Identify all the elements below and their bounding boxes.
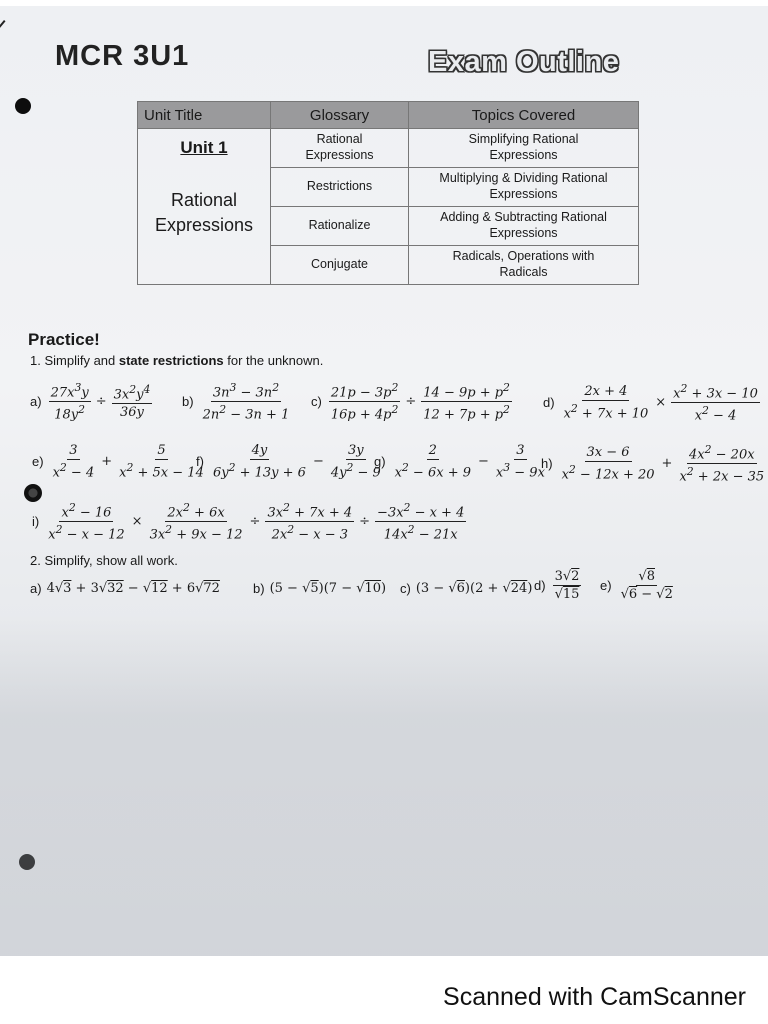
unit-description-line: Expressions — [154, 214, 254, 235]
problem-1g: g) $\frac{2}{x^2 - 6x + 9}$ − $\frac{3}{x^3 - 9x}$ — [374, 443, 545, 481]
topic: Multiplying & Dividing Rational Expressions — [409, 168, 639, 207]
problem-2d: d) $\frac{3√2}{√15}$ — [534, 569, 580, 602]
glossary-term: Restrictions — [271, 168, 409, 207]
problem-1e: e) $\frac{3}{x^2 - 4}$ + $\frac{5}{x^2 + 5x - 14}$ — [32, 443, 204, 481]
problem-2c: c) (3 − √6)(2 + √24) — [400, 581, 533, 596]
punch-hole — [24, 484, 42, 502]
punch-hole — [15, 98, 31, 114]
topic: Simplifying Rational Expressions — [409, 129, 639, 168]
problem-1i: i) $\frac{x^2 - 16}{x^2 - x - 12}$ × $\frac{2x^2 + 6x}{3x^2 + 9x - 12}$ ÷ $\frac{3x^2 + 7x + 4}{2x^2 - x - 3}$ ÷ $\frac{-3x^2 - x + 4}{14x^2 - 21x}$ — [32, 501, 465, 543]
problem-1c: c) $\frac{21p - 3p^2}{16p + 4p^2}$ ÷ $\frac{14 - 9p + p^2}{12 + 7p + p^2}$ — [311, 381, 510, 423]
exam-title: Exam Outline — [428, 46, 620, 78]
problem-1h: h) $\frac{3x - 6}{x^2 - 12x + 20}$ + $\frac{4x^2 - 20x}{x^2 + 2x - 35}$ — [541, 443, 765, 485]
table-header-row — [138, 102, 639, 129]
unit-name: Unit 1 — [180, 138, 228, 157]
pen-mark — [0, 20, 6, 60]
topic: Radicals, Operations with Radicals — [409, 246, 639, 285]
scanned-page — [0, 6, 768, 956]
camscanner-watermark: Scanned with CamScanner — [443, 983, 746, 1011]
table-row — [138, 129, 639, 168]
problem-1a: a) $\frac{27x^3y}{18y^2}$ ÷ $\frac{3x^2y^4}{36y}$ — [30, 381, 151, 423]
problem-1d: d) $\frac{2x + 4}{x^2 + 7x + 10}$ × $\frac{x^2 + 3x - 10}{x^2 - 4}$ — [543, 382, 758, 424]
exam-outline-table — [137, 101, 639, 285]
problem-2b: b) (5 − √5)(7 − √10) — [253, 581, 387, 596]
problem-2e: e) $\frac{√8}{√6 - √2}$ — [600, 569, 673, 602]
problem-1b: b) $\frac{3n^3 - 3n^2}{2n^2 - 3n + 1}$ — [182, 381, 290, 423]
problem-2a: a) 4√3 + 3√32 − √12 + 6√72 — [30, 581, 220, 596]
unit-description-line: Rational — [170, 190, 238, 211]
header-glossary: Glossary — [271, 102, 409, 129]
glossary-term: Rational Expressions — [271, 129, 409, 168]
topic: Adding & Subtracting Rational Expressions — [409, 207, 639, 246]
course-code: MCR 3U1 — [55, 40, 190, 72]
problem-1f: f) $\frac{4y}{6y^2 + 13y + 6}$ − $\frac{3y}{4y^2 - 9}$ — [196, 443, 381, 481]
header-unit-title: Unit Title — [138, 102, 271, 129]
header-topics: Topics Covered — [409, 102, 639, 129]
question-1-instructions: 1. Simplify and state restrictions for the unknown. — [30, 353, 324, 368]
glossary-term: Conjugate — [271, 246, 409, 285]
practice-heading: Practice! — [28, 330, 100, 349]
glossary-term: Rationalize — [271, 207, 409, 246]
punch-hole — [19, 854, 35, 870]
question-2-instructions: 2. Simplify, show all work. — [30, 553, 178, 568]
unit-cell — [138, 129, 271, 285]
